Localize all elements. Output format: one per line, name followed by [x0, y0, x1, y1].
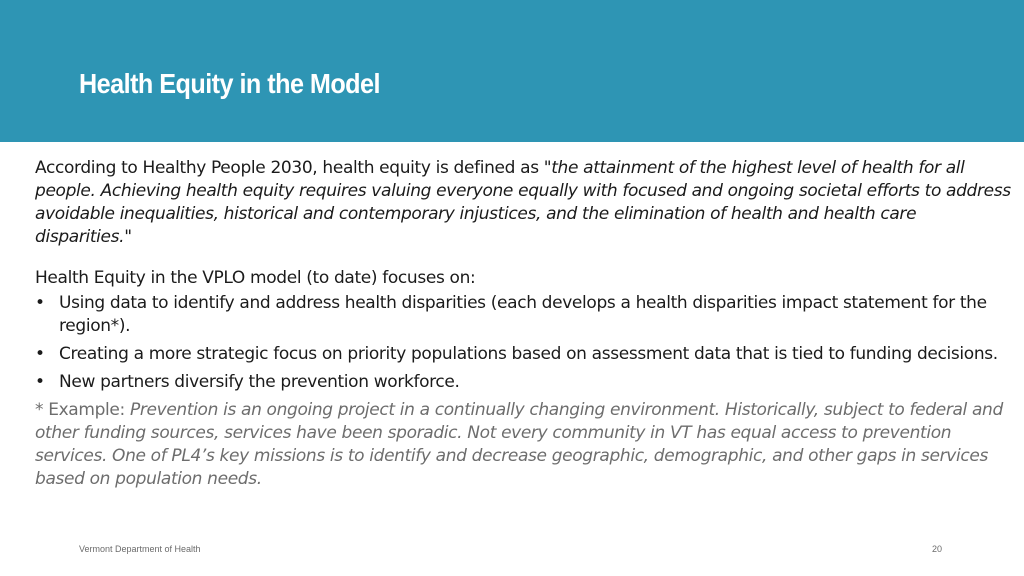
list-item	[35, 343, 1015, 366]
list-item	[35, 371, 1015, 394]
example-text: Prevention is an ongoing project in a continually changing environment. Historically, subject to federal and other funding sources, services have been sporadic. Not every community in VT has equal access to prevention services. One of PL4’s key missions is to identify and decrease geographic, demographic, and other gaps in services based on population needs.	[35, 400, 1003, 489]
slide-title: Health Equity in the Model	[79, 68, 380, 99]
example-note	[35, 399, 1015, 491]
bullet-icon: •	[35, 344, 45, 364]
list-item-text: Creating a more strategic focus on priority populations based on assessment data that is tied to funding decisions.	[59, 344, 998, 364]
list-item-text: New partners diversify the prevention workforce.	[59, 372, 460, 392]
list-item-text: Using data to identify and address health disparities (each develops a health disparities impact statement for the region*).	[59, 293, 987, 336]
definition-quote: "the attainment of the highest level of health for all people. Achieving health equity requires valuing everyone equally with focused and ongoing societal efforts to address avoidable inequalities, historical and contemporary injustices, and the elimination of health and health care disparities."	[35, 158, 1011, 247]
bullet-icon: •	[35, 372, 45, 392]
footer-organization: Vermont Department of Health	[79, 544, 201, 554]
bullet-icon: •	[35, 293, 45, 313]
focus-heading: Health Equity in the VPLO model (to date) focuses on:	[35, 268, 476, 288]
definition-lead-in: According to Healthy People 2030, health equity is defined as	[35, 158, 544, 178]
example-label: * Example:	[35, 400, 130, 420]
focus-list	[35, 292, 1015, 394]
definition-paragraph	[35, 157, 1015, 249]
page-number: 20	[932, 544, 943, 554]
list-item	[35, 292, 1015, 338]
slide-body	[35, 157, 1015, 491]
